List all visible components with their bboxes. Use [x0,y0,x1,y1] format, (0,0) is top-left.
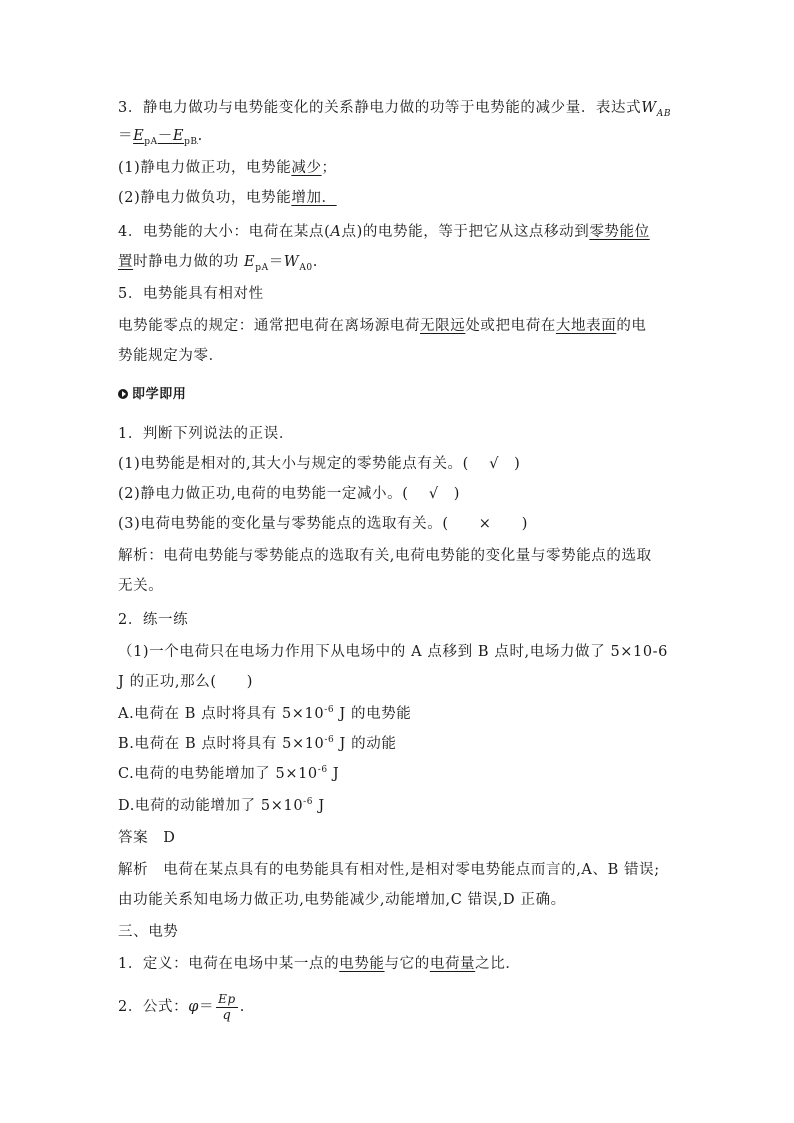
q1-statement-1: (1)电势能是相对的,其大小与规定的零势能点有关。( √ ) [118,456,521,472]
q1-explanation-2: 无关。 [118,578,164,594]
work-subscript: A0 [299,262,313,273]
q2-option-b [118,734,396,754]
q2-explanation-1: 解析 电荷在某点具有的电势能具有相对性,是相对零电势能点而言的,A、B 错误; [118,862,660,878]
text: A.电荷在 B 点时将具有 5×10 [118,706,325,722]
underlined-answer: 增加． [291,190,337,206]
q2-option-c [118,764,339,784]
text: 与它的 [384,956,430,972]
period: . [197,128,203,144]
underlined-answer: 无限远 [420,318,466,334]
minus: － [157,128,173,144]
period: . [312,254,318,270]
q2-option-d [118,796,325,816]
q2-stem-1: （1)一个电荷只在电场力作用下从电场中的 A 点移到 B 点时,电场力做了 5×10-6 [118,644,669,660]
q2-option-a [118,704,411,724]
potential-definition [118,954,520,974]
fraction-numerator: Ep [218,991,236,1006]
play-circle-icon [118,389,128,399]
text: ； [321,160,337,176]
text: 处或把电荷在 [465,318,556,334]
phi-symbol: φ [188,999,199,1015]
work-symbol: W [283,254,300,270]
exponent: -6 [303,797,314,808]
sec4-line1 [118,222,650,242]
text: 1．定义：电荷在电场中某一点的 [118,956,340,972]
text: B.电荷在 B 点时将具有 5×10 [118,736,325,752]
work-subscript: AB [656,108,672,119]
text: (1)静电力做正功，电势能 [118,160,292,176]
ep-symbol: E [133,128,145,144]
q1-statement-2: (2)静电力做正功,电荷的电势能一定减小。( √ ) [118,486,461,502]
exponent: -6 [324,705,335,716]
text: C.电荷的电势能增加了 5×10 [118,766,318,782]
sec3-line2 [118,126,203,146]
text: D.电荷的动能增加了 5×10 [118,798,304,814]
underlined-answer: 电荷量 [429,956,476,972]
text: 的电 [616,318,647,334]
text: J 的电势能 [334,706,412,722]
underlined-answer: 大地表面 [555,318,617,334]
equals: ＝ [118,128,134,144]
underlined-answer: 减少 [291,160,322,176]
text: J [313,798,325,814]
q2-answer: 答案 D [118,830,176,846]
section-potential-heading: 三、电势 [118,924,179,940]
equals: ＝ [199,999,215,1015]
q1-explanation-1: 解析：电荷电势能与零势能点的选取有关,电荷电势能的变化量与零势能点的选取 [118,548,652,564]
ep-subscript: pA [144,136,158,147]
text: J 的动能 [334,736,397,752]
practice-heading-row [118,384,186,405]
practice-heading: 即学即用 [132,387,187,402]
underlined-answer: 置 [118,254,134,270]
exponent: -6 [317,765,328,776]
text: J [327,766,340,782]
ep-subscript: pB [184,136,198,147]
text: 之比． [475,956,521,972]
ep-subscript: pA [255,262,269,273]
point-label: A [330,224,342,240]
work-symbol: W [641,100,657,116]
q1-title: 1．判断下列说法的正误． [118,426,294,442]
text: 4．电势能的大小：电荷在某点( [118,224,331,240]
sec5-def-line1 [118,316,647,336]
q2-stem-2: J 的正功,那么( ) [118,674,254,690]
q2-explanation-2: 由功能关系知电场力做正功,电势能减少,动能增加,C 错误,D 正确。 [118,892,566,908]
text: 时静电力做的功 [133,254,245,270]
sec3-item2 [118,188,337,208]
sec3-line1 [118,98,671,118]
fraction [216,991,238,1024]
equals: ＝ [268,254,284,270]
text: (2)静电力做负功，电势能 [118,190,292,206]
fraction-denominator: q [222,1007,232,1023]
text: 点)的电势能，等于把它从这点移动到 [341,224,590,240]
underlined-answer: 零势能位 [589,224,650,240]
text: 电势能零点的规定：通常把电荷在离场源电荷 [118,318,420,334]
sec4-line2 [118,252,318,272]
ep-symbol: E [172,128,185,144]
potential-formula [118,990,245,1024]
q2-title: 2．练一练 [118,612,189,628]
sec5-heading: 5．电势能具有相对性 [118,286,264,302]
ep-symbol: E [244,254,256,270]
period: . [239,999,245,1015]
sec3-item1 [118,158,337,178]
sec3-text: 3．静电力做功与电势能变化的关系静电力做的功等于电势能的减少量．表达式 [118,100,642,116]
underlined-answer: 电势能 [339,956,385,972]
sec5-def-line2: 势能规定为零． [118,348,224,364]
q1-statement-3: (3)电荷电势能的变化量与零势能点的选取有关。( × ) [118,516,529,532]
exponent: -6 [324,735,335,746]
text: 2．公式： [118,999,189,1015]
